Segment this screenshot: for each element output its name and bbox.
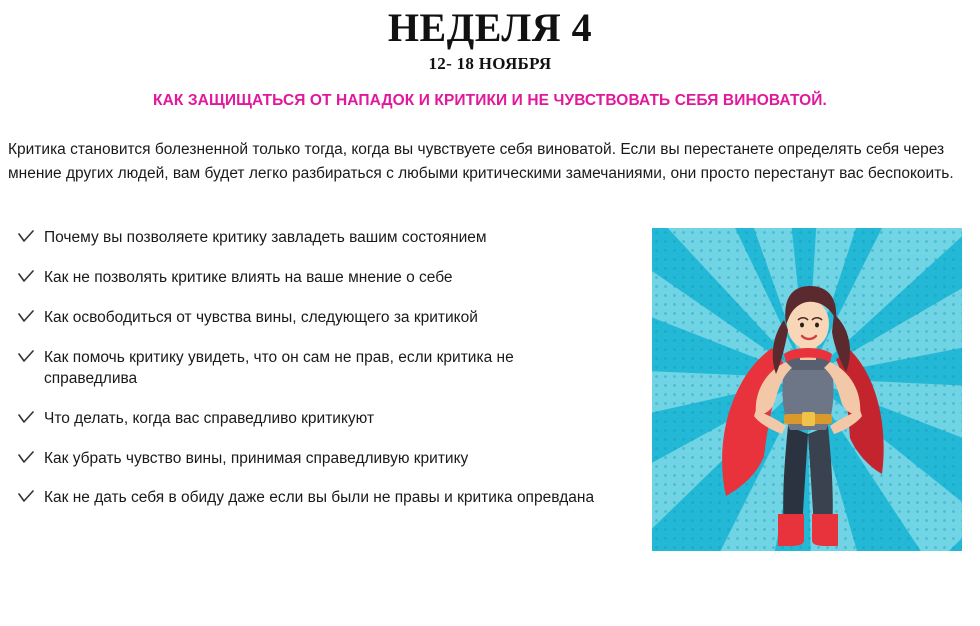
check-icon (18, 308, 44, 324)
list-item (18, 488, 640, 509)
check-icon (18, 268, 44, 284)
check-icon (18, 228, 44, 244)
list-item-label: Как освободиться от чувства вины, следующего за критикой (44, 308, 478, 326)
list-item (18, 308, 640, 329)
list-item-label: Как не дать себя в обиду даже если вы были не правы и критика опревдана (44, 489, 595, 507)
superhero-woman-illustration (652, 228, 962, 551)
list-item (18, 228, 640, 249)
check-icon (18, 409, 44, 425)
page-title: НЕДЕЛЯ 4 (387, 5, 593, 50)
list-item-label: Как убрать чувство вины, принимая справедливую критику (44, 449, 469, 467)
main-content (0, 228, 980, 551)
list-item-label: Как не позволять критике влиять на ваше мнение о себе (44, 268, 453, 286)
topic-list (0, 228, 640, 528)
list-item-label: Как помочь критику увидеть, что он сам не прав, если критика не справедлива (44, 348, 514, 387)
illustration-container (652, 228, 962, 551)
check-icon (18, 348, 44, 364)
document-header (0, 0, 980, 110)
check-icon (18, 449, 44, 465)
list-item (18, 268, 640, 289)
list-item (18, 409, 640, 430)
list-item-label: Почему вы позволяете критику завладеть вашим состоянием (44, 229, 487, 247)
intro-paragraph: Критика становится болезненной только тогда, когда вы чувствуете себя виноватой. Если вы перестанете определять себя через мнение других людей, вам будет легко разбираться с любыми критическими замечаниями, они просто перестанут вас беспокоить. (8, 141, 954, 183)
date-range: 12- 18 НОЯБРЯ (428, 54, 552, 73)
list-item (18, 348, 640, 390)
superhero-figure (652, 228, 962, 551)
section-subtitle: КАК ЗАЩИЩАТЬСЯ ОТ НАПАДОК И КРИТИКИ И НЕ ЧУВСТВОВАТЬ СЕБЯ ВИНОВАТОЙ. (153, 92, 827, 109)
list-item-label: Что делать, когда вас справедливо критикуют (44, 409, 375, 427)
check-icon (18, 488, 44, 504)
list-item (18, 449, 640, 470)
